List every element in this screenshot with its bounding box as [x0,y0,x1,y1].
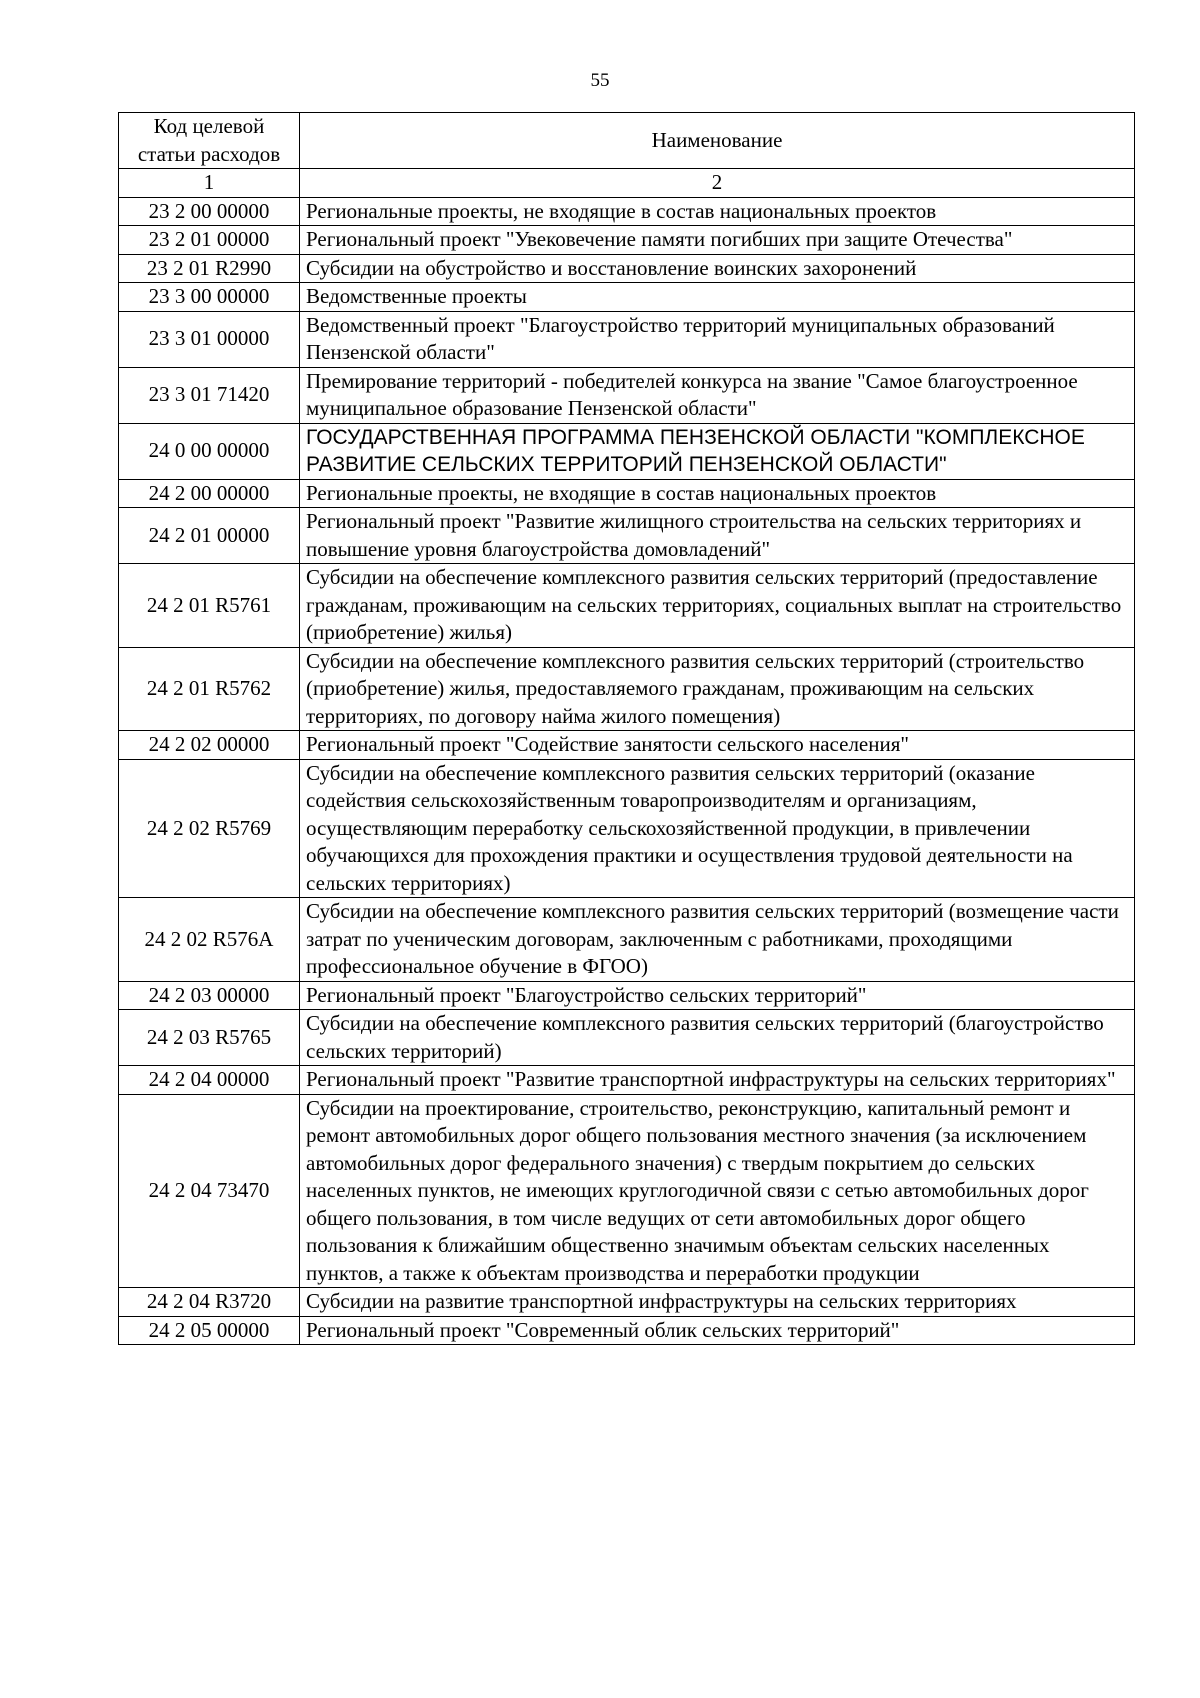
row-name: Субсидии на обеспечение комплексного развития сельских территорий (оказание содействия сельскохозяйственным товаропроизводителям и организациям, осуществляющим переработку сельскохозяйственной продукции, в привлечении обучающихся для прохождения практики и осуществления трудовой деятельности на сельских территориях) [300,759,1135,898]
column-number-row [119,169,1135,198]
table-row [119,731,1135,760]
row-code: 24 2 01 R5761 [119,564,300,648]
column-number-2: 2 [300,169,1135,198]
table-row [119,564,1135,648]
table-row [119,508,1135,564]
row-name: Региональный проект "Развитие жилищного строительства на сельских территориях и повышение уровня благоустройства домовладений" [300,508,1135,564]
row-name: Субсидии на развитие транспортной инфраструктуры на сельских территориях [300,1288,1135,1317]
table-row [119,423,1135,479]
budget-codes-table [118,112,1135,1345]
table-row [119,254,1135,283]
table-row [119,1094,1135,1288]
row-code: 24 2 00 00000 [119,479,300,508]
row-code: 24 2 03 00000 [119,981,300,1010]
row-code: 23 2 01 R2990 [119,254,300,283]
table-body [119,197,1135,1345]
row-code: 24 2 02 R576A [119,898,300,982]
table-row [119,1066,1135,1095]
row-code: 23 3 00 00000 [119,283,300,312]
header-code: Код целевой статьи расходов [119,113,300,169]
row-name: Региональный проект "Содействие занятости сельского населения" [300,731,1135,760]
row-name: Субсидии на проектирование, строительство, реконструкцию, капитальный ремонт и ремонт автомобильных дорог общего пользования местного значения (за исключением автомобильных дорог федерального значения) с твердым покрытием до сельских населенных пунктов, не имеющих круглогодичной связи с сетью автомобильных дорог общего пользования, в том числе ведущих от сети автомобильных дорог общего пользования к ближайшим общественно значимым объектам сельских населенных пунктов, а также к объектам производства и переработки продукции [300,1094,1135,1288]
table-row [119,981,1135,1010]
row-code: 24 2 05 00000 [119,1316,300,1345]
table-row [119,283,1135,312]
table-row [119,311,1135,367]
row-name: Субсидии на обеспечение комплексного развития сельских территорий (благоустройство сельских территорий) [300,1010,1135,1066]
row-code: 24 2 04 00000 [119,1066,300,1095]
row-name: Премирование территорий - победителей конкурса на звание "Самое благоустроенное муниципальное образование Пензенской области" [300,367,1135,423]
table-row [119,1316,1135,1345]
table-header-row [119,113,1135,169]
row-name: Региональные проекты, не входящие в состав национальных проектов [300,197,1135,226]
table-row [119,197,1135,226]
table-row [119,759,1135,898]
row-name: Региональный проект "Увековечение памяти погибших при защите Отечества" [300,226,1135,255]
table-row [119,1288,1135,1317]
row-code: 23 2 00 00000 [119,197,300,226]
row-code: 23 3 01 71420 [119,367,300,423]
row-code: 24 2 04 73470 [119,1094,300,1288]
table-row [119,226,1135,255]
table-row [119,647,1135,731]
row-name: Ведомственные проекты [300,283,1135,312]
table-row [119,367,1135,423]
row-name: Субсидии на обеспечение комплексного развития сельских территорий (возмещение части затрат по ученическим договорам, заключенным с работниками, проходящими профессиональное обучение в ФГОО) [300,898,1135,982]
row-name: Субсидии на обеспечение комплексного развития сельских территорий (строительство (приобретение) жилья, предоставляемого гражданам, проживающим на сельских территориях, по договору найма жилого помещения) [300,647,1135,731]
table-row [119,1010,1135,1066]
row-code: 24 2 04 R3720 [119,1288,300,1317]
row-name: Региональные проекты, не входящие в состав национальных проектов [300,479,1135,508]
row-name: Ведомственный проект "Благоустройство территорий муниципальных образований Пензенской области" [300,311,1135,367]
row-code: 24 2 02 R5769 [119,759,300,898]
row-code: 24 2 02 00000 [119,731,300,760]
table-row [119,479,1135,508]
row-name: Субсидии на обустройство и восстановление воинских захоронений [300,254,1135,283]
header-name: Наименование [300,113,1135,169]
page-number: 55 [590,70,610,91]
row-code: 24 2 01 R5762 [119,647,300,731]
row-name: Региональный проект "Развитие транспортной инфраструктуры на сельских территориях" [300,1066,1135,1095]
table-row [119,898,1135,982]
row-code: 24 0 00 00000 [119,423,300,479]
row-name: Региональный проект "Благоустройство сельских территорий" [300,981,1135,1010]
row-name: ГОСУДАРСТВЕННАЯ ПРОГРАММА ПЕНЗЕНСКОЙ ОБЛАСТИ "КОМПЛЕКСНОЕ РАЗВИТИЕ СЕЛЬСКИХ ТЕРРИТОРИЙ ПЕНЗЕНСКОЙ ОБЛАСТИ" [300,423,1135,479]
column-number-1: 1 [119,169,300,198]
row-code: 23 2 01 00000 [119,226,300,255]
row-name: Региональный проект "Современный облик сельских территорий" [300,1316,1135,1345]
row-code: 24 2 03 R5765 [119,1010,300,1066]
row-code: 23 3 01 00000 [119,311,300,367]
row-code: 24 2 01 00000 [119,508,300,564]
row-name: Субсидии на обеспечение комплексного развития сельских территорий (предоставление гражданам, проживающим на сельских территориях, социальных выплат на строительство (приобретение) жилья) [300,564,1135,648]
